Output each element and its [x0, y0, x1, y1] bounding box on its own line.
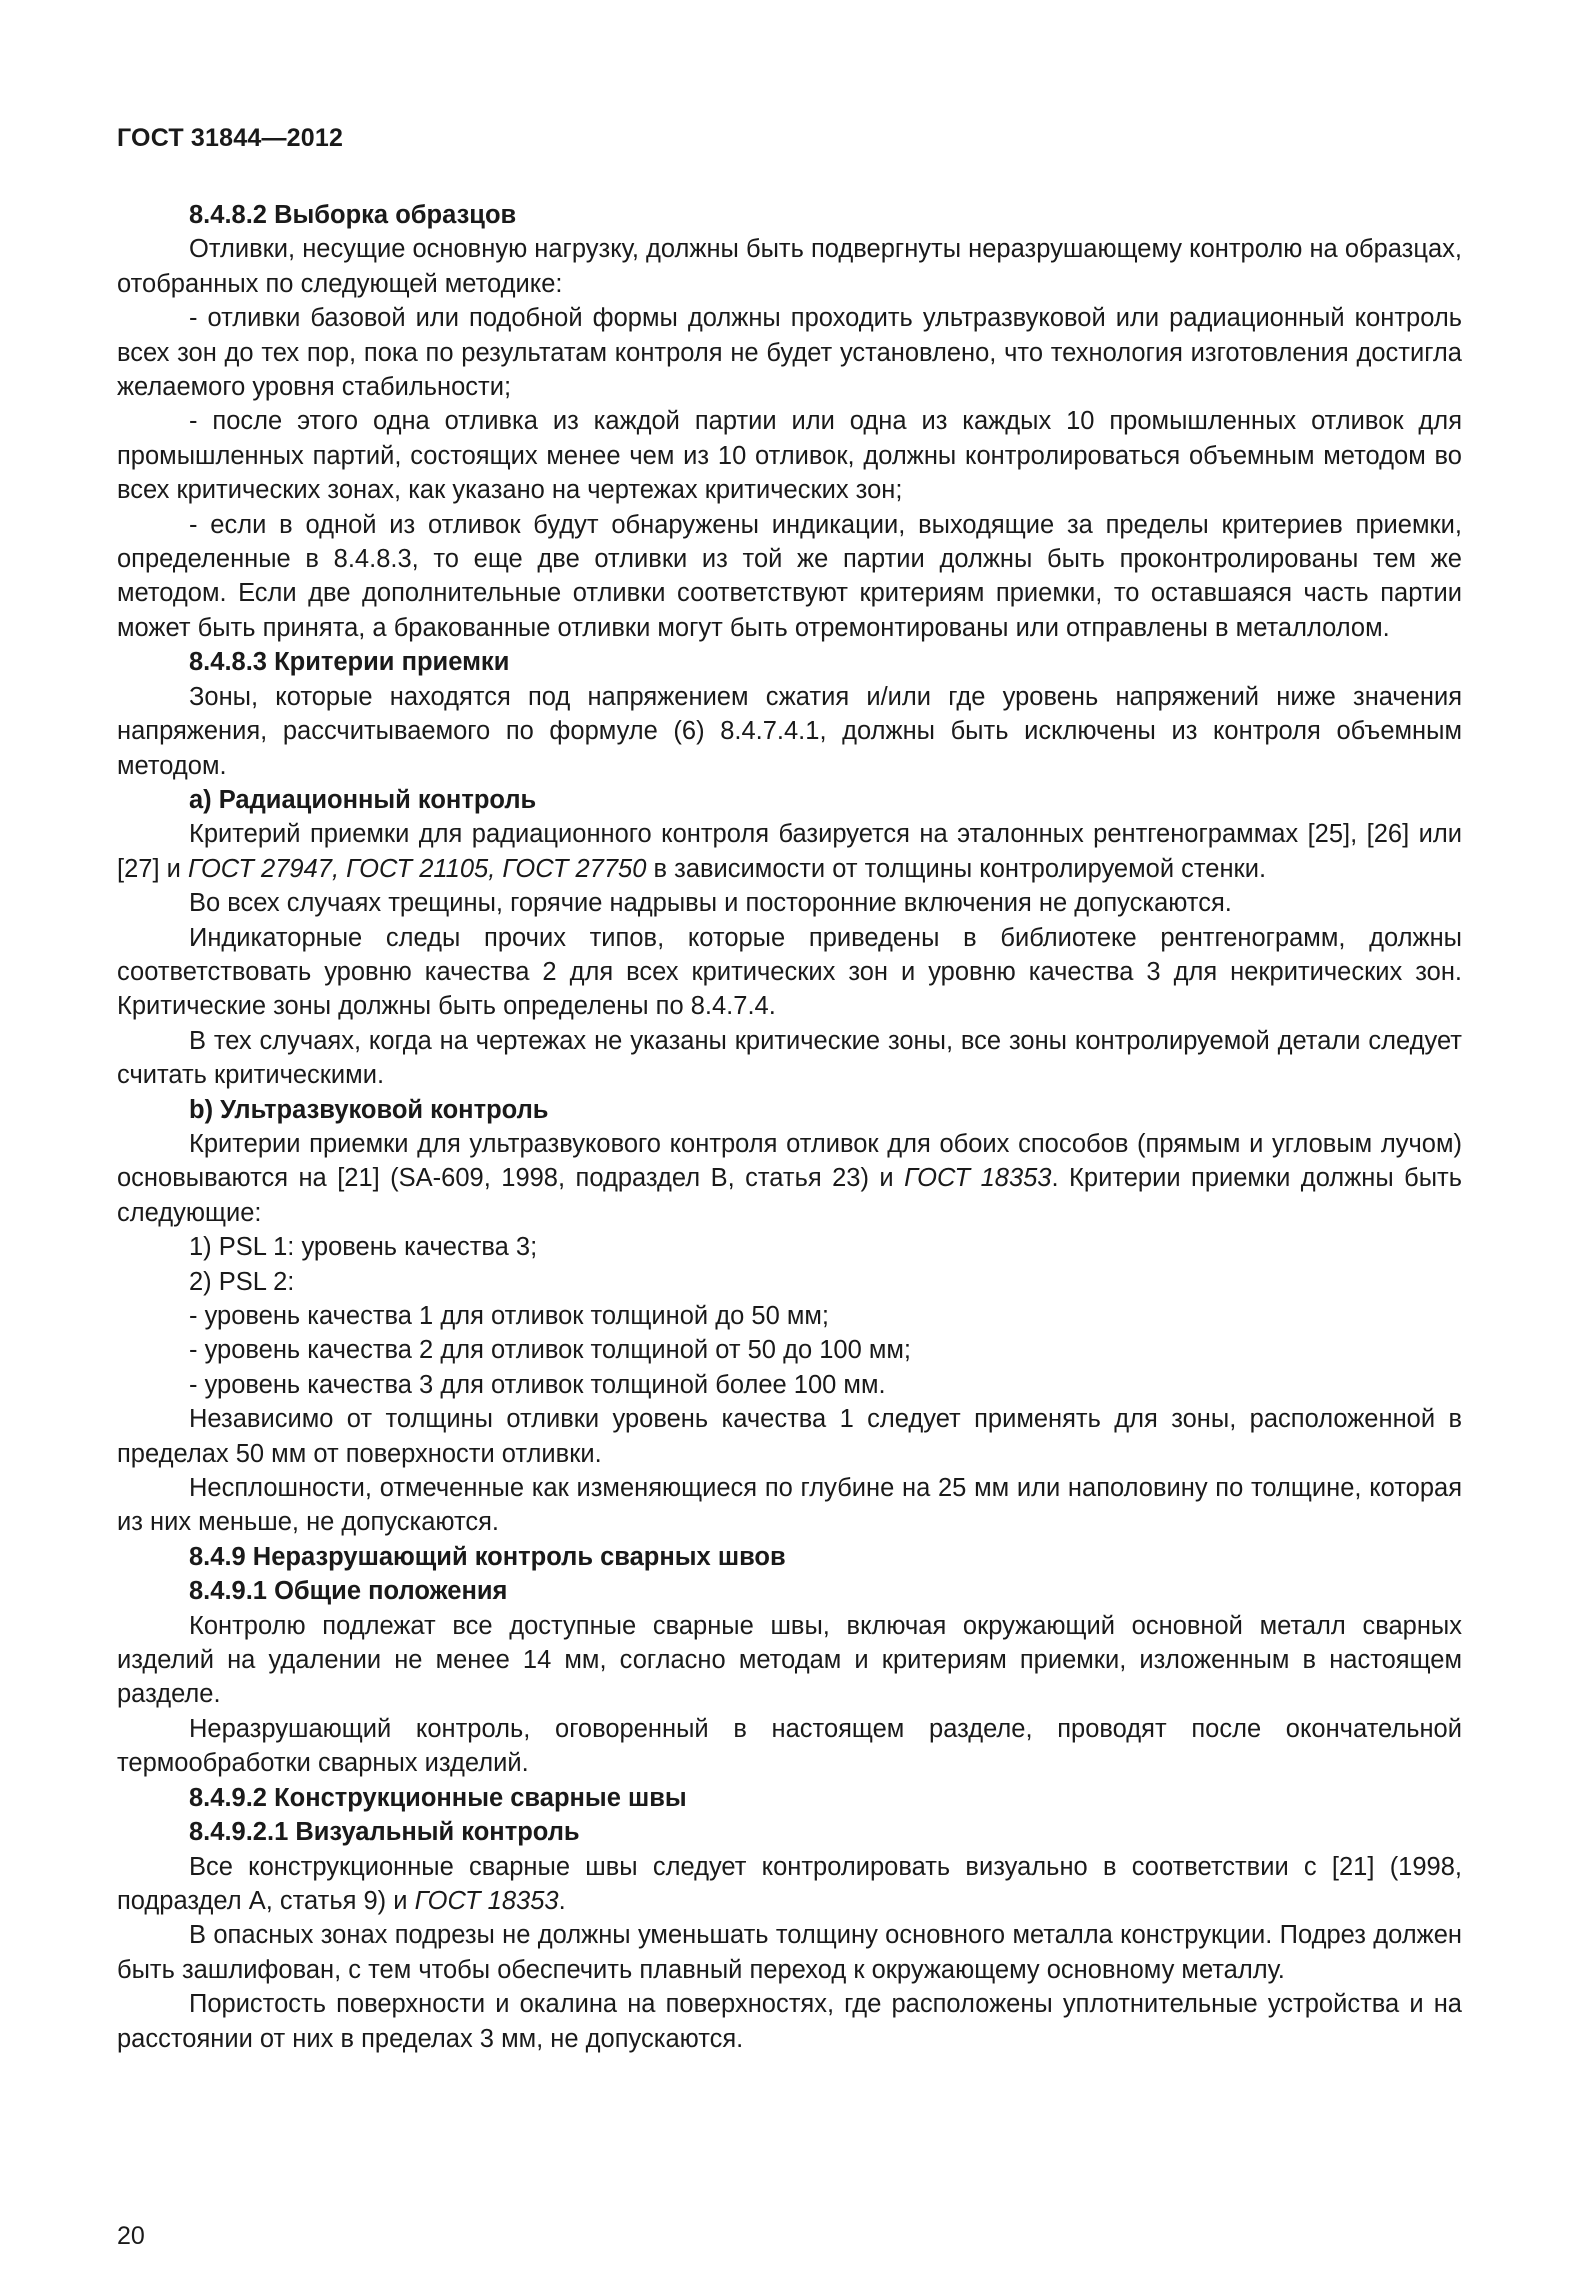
- body-paragraph: Во всех случаях трещины, горячие надрывы и посторонние включения не допускаются.: [189, 889, 1232, 918]
- body-paragraph: Пористость поверхности и окалина на поверхностях, где расположены уплотнительные устройства и на расстоянии от них в пределах 3 мм, не допускаются.: [117, 1990, 1462, 2053]
- standard-reference: ГОСТ 18353: [414, 1886, 559, 1915]
- body-paragraph: Отливки, несущие основную нагрузку, должны быть подвергнуты неразрушающему контролю на образцах, отобранных по следующей методике:: [117, 235, 1462, 298]
- text-run: в зависимости от толщины контролируемой стенки.: [646, 854, 1267, 883]
- standard-reference: ГОСТ 27947, ГОСТ 21105, ГОСТ 27750: [187, 854, 647, 883]
- text-run: .: [558, 1886, 566, 1915]
- document-body: [117, 198, 1462, 2056]
- body-paragraph: В тех случаях, когда на чертежах не указаны критические зоны, все зоны контролируемой детали следует считать критическими.: [117, 1026, 1462, 1090]
- body-paragraph: - отливки базовой или подобной формы должны проходить ультразвуковой или радиационный контроль всех зон до тех пор, пока по результатам контроля не будет установлено, что технология изготовления достигла желаемого уровня стабильности;: [117, 304, 1462, 402]
- text-run: Все конструкционные сварные швы следует контролировать визуально в соответствии с [21] (1998, подраздел А, статья 9) и: [117, 1852, 1462, 1915]
- body-paragraph: 1) PSL 1: уровень качества 3;: [189, 1233, 538, 1262]
- body-paragraph: Зоны, которые находятся под напряжением сжатия и/или где уровень напряжений ниже значения напряжения, рассчитываемого по формуле (6) 8.4.7.4.1, должны быть исключены из контроля объемным методом.: [117, 682, 1462, 780]
- section-heading: 8.4.9.1 Общие положения: [189, 1577, 508, 1606]
- body-paragraph: 2) PSL 2:: [189, 1267, 295, 1296]
- body-paragraph: - после этого одна отливка из каждой партии или одна из каждых 10 промышленных отливок для промышленных партий, состоящих менее чем из 10 отливок, должны контролироваться объемным методом во всех критических зонах, как указано на чертежах критических зон;: [117, 407, 1462, 505]
- section-heading: b) Ультразвуковой контроль: [189, 1095, 549, 1124]
- body-paragraph: Контролю подлежат все доступные сварные швы, включая окружающий основной металл сварных изделий на удалении не менее 14 мм, согласно методам и критериям приемки, изложенным в настоящем разделе.: [117, 1611, 1462, 1709]
- body-paragraph: [117, 817, 1462, 886]
- body-paragraph: В опасных зонах подрезы не должны уменьшать толщину основного металла конструкции. Подрез должен быть зашлифован, с тем чтобы обеспечить плавный переход к окружающему основному металлу.: [117, 1921, 1462, 1984]
- body-paragraph: - если в одной из отливок будут обнаружены индикации, выходящие за пределы критериев приемки, определенные в 8.4.8.3, то еще две отливки из той же партии должны быть проконтролированы тем же методом. Если две дополнительные отливки соответствуют критериям приемки, то оставшаяся часть партии может быть принята, а бракованные отливки могут быть отремонтированы или отправлены в металлолом.: [117, 510, 1462, 642]
- text-run: Критерии приемки для ультразвукового контроля отливок для обоих способов (прямым и угловым лучом) основываются на [21] (SA-609, 1998, подраздел В, статья 23) и: [117, 1129, 1462, 1193]
- section-heading: a) Радиационный контроль: [189, 785, 537, 814]
- body-paragraph: [117, 1127, 1462, 1230]
- body-paragraph: - уровень качества 2 для отливок толщиной от 50 до 100 мм;: [189, 1336, 911, 1365]
- section-heading: 8.4.8.3 Критерии приемки: [189, 648, 510, 677]
- document-header: ГОСТ 31844—2012: [117, 124, 344, 152]
- body-paragraph: [117, 1850, 1462, 1919]
- body-paragraph: - уровень качества 3 для отливок толщиной более 100 мм.: [189, 1370, 886, 1399]
- text-run: . Критерии приемки должны быть следующие:: [117, 1164, 1463, 1227]
- body-paragraph: Индикаторные следы прочих типов, которые приведены в библиотеке рентгенограмм, должны соответствовать уровню качества 2 для всех критических зон и уровню качества 3 для некритических зон. Критические зоны должны быть определены по 8.4.7.4.: [117, 923, 1462, 1021]
- standard-reference: ГОСТ 18353: [904, 1164, 1052, 1193]
- section-heading: 8.4.9 Неразрушающий контроль сварных швов: [189, 1542, 786, 1571]
- section-heading: 8.4.8.2 Выборка образцов: [189, 201, 517, 229]
- section-heading: 8.4.9.2.1 Визуальный контроль: [189, 1818, 580, 1847]
- body-paragraph: Независимо от толщины отливки уровень качества 1 следует применять для зоны, расположенной в пределах 50 мм от поверхности отливки.: [117, 1405, 1462, 1468]
- page-number: 20: [117, 2222, 145, 2250]
- body-paragraph: Несплошности, отмеченные как изменяющиеся по глубине на 25 мм или наполовину по толщине, которая из них меньше, не допускаются.: [117, 1474, 1462, 1537]
- body-paragraph: - уровень качества 1 для отливок толщиной до 50 мм;: [189, 1302, 829, 1330]
- text-run: Критерий приемки для радиационного контроля базируется на эталонных рентгенограммах [25], [26] или [27] и: [117, 820, 1462, 883]
- body-paragraph: Неразрушающий контроль, оговоренный в настоящем разделе, проводят после окончательной термообработки сварных изделий.: [117, 1714, 1462, 1778]
- section-heading: 8.4.9.2 Конструкционные сварные швы: [189, 1783, 687, 1812]
